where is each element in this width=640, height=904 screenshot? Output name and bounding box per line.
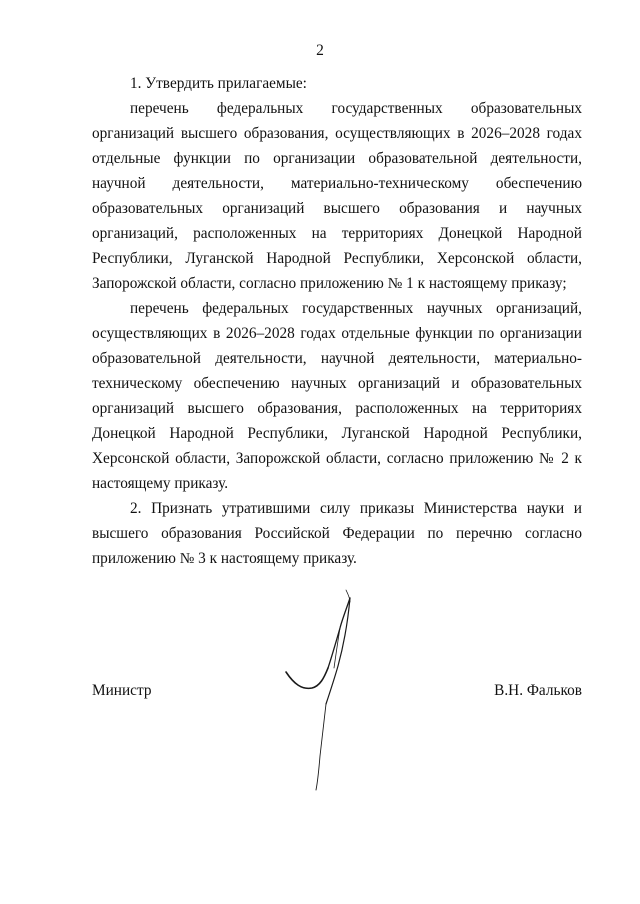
- signatory-name: В.Н. Фальков: [494, 682, 582, 699]
- signatory-title: Министр: [92, 682, 152, 699]
- page-number: 2: [316, 42, 324, 59]
- handwritten-signature-icon: [250, 580, 380, 800]
- paragraph-list-research-orgs: перечень федеральных государственных научных организаций, осуществляющих в 2026–2028 годах отдельные функции по организации образовательной деятельности, научной деятельности, материально-техническому обеспечению научных организаций и образовательных организаций высшего образования, расположенных на территориях Донецкой Народной Республики, Луганской Народной Республики, Херсонской области, Запорожской области, согласно приложению № 2 к настоящему приказу.: [92, 300, 582, 492]
- paragraph-approve-intro: 1. Утвердить прилагаемые:: [130, 75, 307, 92]
- paragraph-repeal-orders: 2. Признать утратившими силу приказы Министерства науки и высшего образования Российской Федерации по перечню согласно приложению № 3 к настоящему приказу.: [92, 500, 582, 567]
- document-body: [92, 71, 582, 571]
- paragraph-list-universities: перечень федеральных государственных образовательных организаций высшего образования, осуществляющих в 2026–2028 годах отдельные функции по организации образовательной деятельности, научной деятельности, материально-техническому обеспечению образовательных организаций высшего образования и научных организаций, расположенных на территориях Донецкой Народной Республики, Луганской Народной Республики, Херсонской области, Запорожской области, согласно приложению № 1 к настоящему приказу;: [92, 100, 582, 292]
